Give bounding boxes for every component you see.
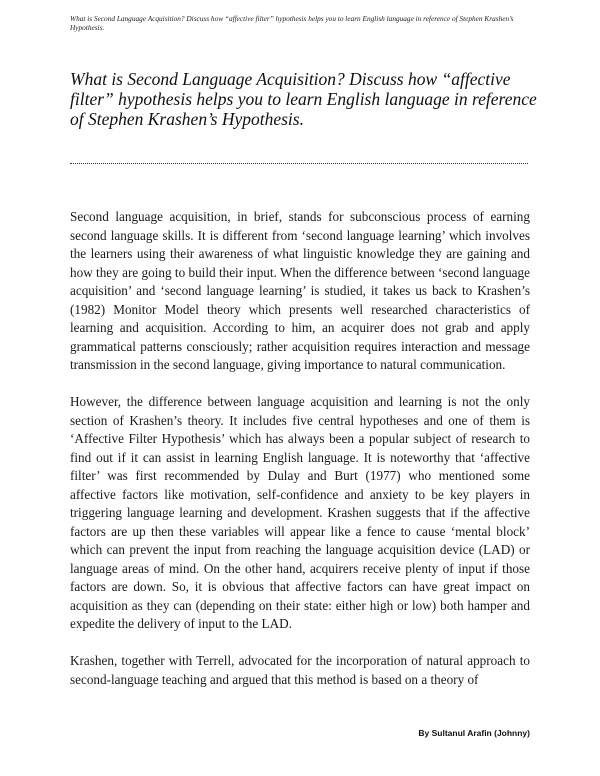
paragraph-3: Krashen, together with Terrell, advocated for the incorporation of natural approach to second-language teaching and argued that this method is based on a theory of [70, 653, 530, 687]
paragraph-1: Second language acquisition, in brief, stands for subconscious process of earning second language skills. It is different from ‘second language learning’ which involves the learners using their awareness of what linguistic knowledge they are gaining and how they are going to build their input. When the difference between ‘second language acquisition’ and ‘second language learning’ is studied, it takes us back to Krashen’s (1982) Monitor Model theory which presents well researched characteristics of learning and acquisition. According to him, an acquirer does not grab and apply grammatical patterns consciously; rather acquisition requires interaction and message transmission in the second language, giving importance to natural communication. [70, 209, 530, 372]
dotted-divider [70, 163, 528, 164]
paragraph-2: However, the difference between language acquisition and learning is not the only section of Krashen’s theory. It includes five central hypotheses and one of them is ‘Affective Filter Hypothesis’ which has always been a popular subject of research to find out if it can assist in learning English language. It is noteworthy that ‘affective filter’ was first recommended by Dulay and Burt (1977) who mentioned some affective factors like motivation, self-confidence and anxiety to be key players in triggering language learning and development. Krashen suggests that if the affective factors are up then these variables will appear like a fence to cause ‘mental block’ which can prevent the input from reaching the language acquisition device (LAD) or language areas of mind. On the other hand, acquirers receive plenty of input if those factors are down. So, it is obvious that affective factors can have great impact on acquisition as they can (depending on their state: either high or low) both hamper and expedite the delivery of input to the LAD. [70, 394, 530, 631]
footer-author: By Sultanul Arafin (Johnny) [418, 728, 530, 738]
page-title: What is Second Language Acquisition? Discuss how “affective filter” hypothesis helps you to learn English language in reference of Stephen Krashen’s Hypothesis. [70, 69, 537, 129]
body-text [70, 208, 530, 708]
running-header: What is Second Language Acquisition? Discuss how “affective filter” hypothesis helps you to learn English language in reference of Stephen Krashen’s Hypothesis. [70, 14, 514, 32]
